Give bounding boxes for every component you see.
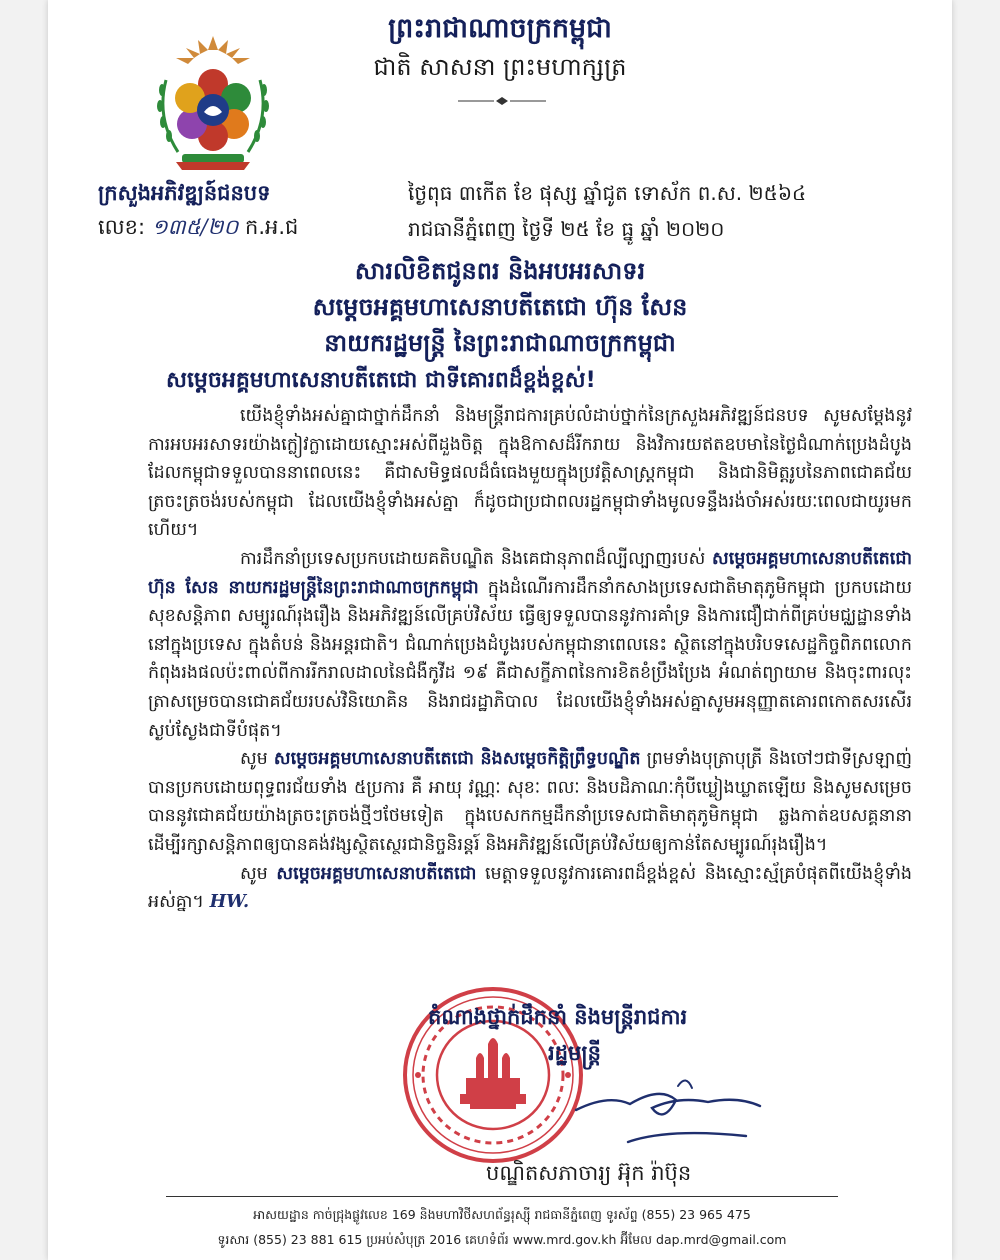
letter-body — [148, 402, 912, 917]
handwritten-initials: HW. — [209, 892, 250, 913]
paragraph-2 — [148, 545, 912, 745]
ministry-name: ក្រសួងអភិវឌ្ឍន៍ជនបទ — [98, 181, 271, 205]
paragraph-4 — [148, 860, 912, 917]
letter-page — [48, 0, 952, 1260]
paragraph-2-text-a: ការដឹកនាំប្រទេសប្រកបដោយគតិបណ្ឌិត និងគេជានុភាពដ៏ល្បីល្បាញរបស់ — [240, 548, 713, 569]
footer-address: អាសយដ្ឋាន កាច់ជ្រុងផ្លូវលេខ 169 និងមហាវិថីសហព័ន្ធរុស្ស៊ី រាជធានីភ្នំពេញ ទូរស័ព្ទ (855) 23 965 475 — [253, 1207, 751, 1222]
date-line: រាជធានីភ្នំពេញ ថ្ងៃទី ២៥ ខែ ធ្នូ ឆ្នាំ ២០២០ — [408, 217, 725, 241]
paragraph-2-highlight: សម្ដេចអគ្គមហាសេនាបតីតេជោ ហ៊ុន សែន នាយករដ្ឋមន្ត្រីនៃព្រះរាជាណាចក្រកម្ពុជា — [148, 548, 912, 598]
lunar-date: ថ្ងៃពុធ ៣កើត ខែ ផុស្ស ឆ្នាំជូត ទោស័ក ព.ស. ២៥៦៤ — [408, 181, 807, 205]
paragraph-2-text-b: ក្នុងដំណើរការដឹកនាំកសាងប្រទេសជាតិមាតុភូមិកម្ពុជា ប្រកបដោយសុខសន្តិភាព សម្បូរណ៍រុងរឿង និងអភិវឌ្ឍន៍លើគ្រប់វិស័យ ធ្វើឲ្យទទួលបាននូវការគាំទ្រ និងការជឿជាក់ពីគ្រប់មជ្ឈដ្ឋានទាំងនៅក្នុងប្រទេស ក្នុងតំបន់ និងអន្តរជាតិ។ ជំណាក់ប្រេងដំបូងរបស់កម្ពុជានាពេលនេះ ស្ថិតនៅក្នុងបរិបទសេដ្ឋកិច្ចពិភពលោកកំពុងរងផលប៉ះពាល់ពីការរីករាលដាលនៃជំងឺកូវីដ ១៩ គឺជាសក្ខីភាពនៃការខិតខំប្រឹងប្រែង អំណត់ព្យាយាម និងចុះពារលុះត្រាសម្រេចបានជោគជ័យរបស់វិនិយោគិន និងរាជរដ្ឋាភិបាល ដែលយើងខ្ញុំទាំងអស់គ្នាសូមអនុញ្ញាតគោរពកោតសរសើរស្ងប់ស្ងែងជាទីបំផុត។ — [148, 577, 912, 741]
kingdom-heading: ព្រះរាជាណាចក្រកម្ពុជា — [388, 13, 612, 44]
footer-contact: ទូរសារ (855) 23 881 615 ប្រអប់សំបុត្រ 2016 គេហទំព័រ www.mrd.gov.kh អ៊ីមែល dap.mrd@gmail.com — [217, 1232, 787, 1247]
closing-office: តំណាងថ្នាក់ដឹកនាំ និងមន្ត្រីរាជការ — [428, 1005, 688, 1029]
ministry-logo — [148, 28, 278, 176]
recipient-position: នាយករដ្ឋមន្ត្រី នៃព្រះរាជាណាចក្រកម្ពុជា — [324, 329, 676, 357]
recipient-name: សម្ដេចអគ្គមហាសេនាបតីតេជោ ហ៊ុន សែន — [312, 293, 688, 321]
national-motto: ជាតិ សាសនា ព្រះមហាក្សត្រ — [373, 53, 627, 81]
footer-divider — [166, 1196, 838, 1197]
signer-title: រដ្ឋមន្ត្រី — [548, 1041, 601, 1065]
ref-label: លេខ: — [98, 215, 146, 239]
ref-number: ១៣៥/២០ — [151, 215, 239, 239]
paragraph-1: យើងខ្ញុំទាំងអស់គ្នាជាថ្នាក់ដឹកនាំ និងមន្ត្រីរាជការគ្រប់លំដាប់ថ្នាក់នៃក្រសួងអភិវឌ្ឍន៍ជនបទ សូមសម្ដែងនូវការអបអរសាទរយ៉ាងក្លៀវក្លាដោយស្មោះអស់ពីដួងចិត្ត ក្នុងឱកាសដ៏រីករាយ និងវិការយឥតឧបមានៃថ្ងៃជំណាក់ប្រេងដំបូង ដែលកម្ពុជាទទួលបាននាពេលនេះ គឺជាសមិទ្ធផលដ៏ធំធេងមួយក្នុងប្រវត្តិសាស្ត្រកម្ពុជា និងជានិមិត្តរូបនៃភាពជោគជ័យត្រចះត្រចង់របស់កម្ពុជា ដែលយើងខ្ញុំទាំងអស់គ្នា ក៏ដូចជាប្រជាពលរដ្ឋកម្ពុជាទាំងមូលទន្ទឹងរង់ចាំអស់រយៈពេលជាយូរមកហើយ។ — [148, 406, 912, 541]
letter-title: សារលិខិតជូនពរ និងអបអរសាទរ — [354, 257, 646, 285]
paragraph-3-highlight: សម្ដេចអគ្គមហាសេនាបតីតេជោ និងសម្ដេចកិត្តិព្រឹទ្ធបណ្ឌិត — [273, 749, 641, 770]
paragraph-4-text-a: សូម — [240, 863, 277, 884]
paragraph-3-text-b: ព្រមទាំងបុត្រាបុត្រី និងចៅៗជាទីស្រឡាញ់ បានប្រកបដោយពុទ្ធពរជ័យទាំង ៥ប្រការ គឺ អាយុ វណ្ណៈ សុខៈ ពលៈ និងបដិភាណៈកុំបីឃ្លៀងឃ្លាតឡើយ និងសូមសម្រេចបាននូវជោគជ័យយ៉ាងត្រចះត្រចង់ថ្មីៗថែមទៀត ក្នុងបេសកកម្មដឹកនាំប្រទេសជាតិមាតុភូមិកម្ពុជា ឆ្លងកាត់ឧបសគ្គនានា ដើម្បីរក្សាសន្តិភាពឲ្យបានគង់វង្សស្ថិតស្ថេរជានិច្ចនិរន្តរ៍ និងអភិវឌ្ឍន៍លើគ្រប់វិស័យឲ្យកាន់តែសម្បូរណ៍រុងរឿង។ — [148, 749, 912, 855]
ref-suffix: ក.អ.ជ — [245, 215, 299, 239]
paragraph-3-text-a: សូម — [240, 749, 274, 770]
paragraph-3 — [148, 745, 912, 859]
signer-name: បណ្ឌិតសភាចារ្យ អ៊ុក រ៉ាប៊ុន — [486, 1161, 692, 1185]
divider-ornament — [456, 96, 548, 106]
paragraph-4-highlight: សម្ដេចអគ្គមហាសេនាបតីតេជោ — [276, 863, 477, 884]
paragraph-4-text-b: មេត្តាទទួលនូវការគោរពដ៏ខ្ពង់ខ្ពស់ និងស្មោះស្ម័គ្របំផុតពីយើងខ្ញុំទាំងអស់គ្នា។ — [148, 863, 912, 913]
reference-number — [98, 214, 298, 245]
handwritten-signature — [568, 1066, 768, 1148]
salutation: សម្ដេចអគ្គមហាសេនាបតីតេជោ ជាទីគោរពដ៏ខ្ពង់ខ្ពស់! — [166, 368, 596, 393]
